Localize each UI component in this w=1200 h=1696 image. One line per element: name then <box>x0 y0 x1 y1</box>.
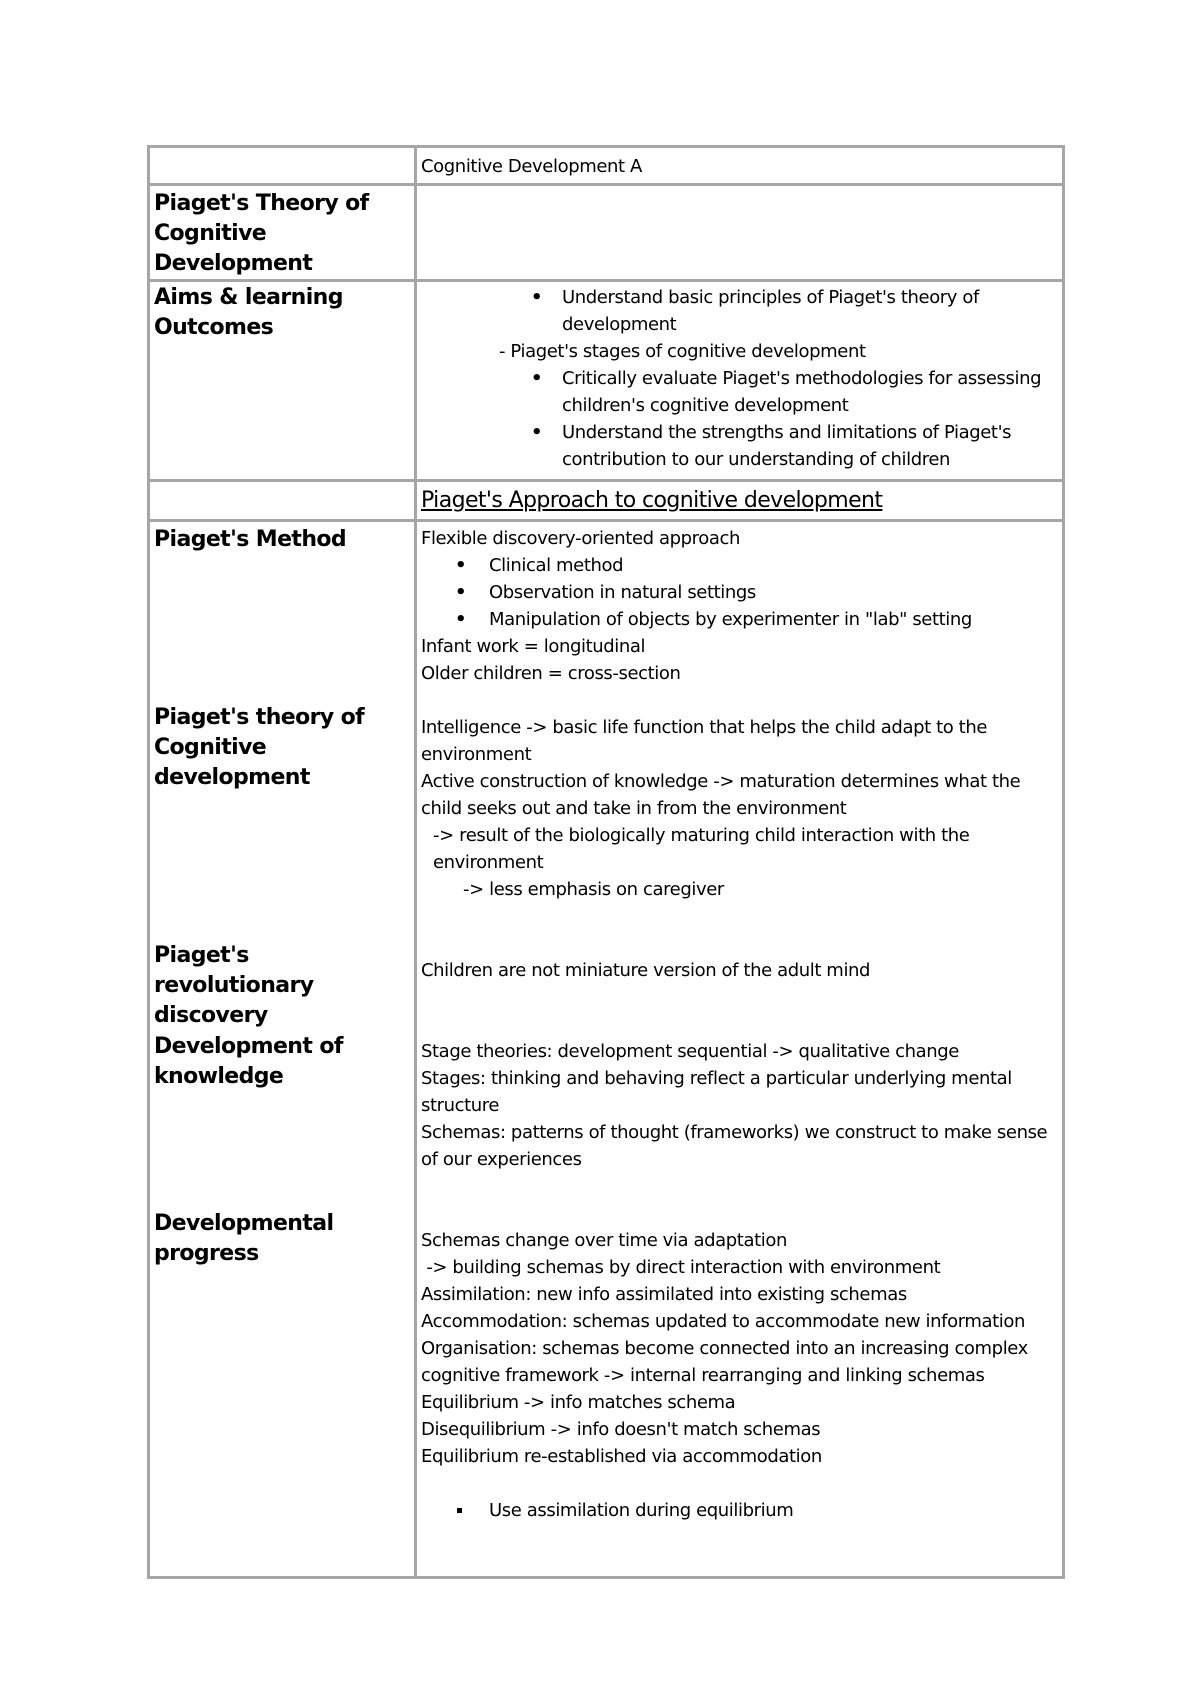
aims-cell <box>416 281 1064 481</box>
text-line: Active construction of knowledge -> maturation determines what the child seeks out and take in from the environment <box>421 771 1021 819</box>
label-cell <box>149 281 416 481</box>
heading-cell <box>416 481 1064 521</box>
list-item: • Observation in natural settings <box>417 579 1062 606</box>
section-heading: Piaget's Approach to cognitive development <box>421 488 883 513</box>
knowledge-label: Development of knowledge <box>154 1034 343 1089</box>
text-line: -> result of the biologically maturing child interaction with the environment <box>433 825 970 873</box>
text-line: Intelligence -> basic life function that helps the child adapt to the environment <box>421 717 988 765</box>
text-line: Assimilation: new info assimilated into existing schemas <box>421 1284 907 1305</box>
text-line: -> building schemas by direct interaction with environment <box>421 1257 941 1278</box>
empty-cell <box>416 185 1064 281</box>
theory-label: Piaget's Theory of Cognitive Development <box>154 191 369 276</box>
list-item: Use assimilation during equilibrium <box>417 1497 1062 1524</box>
text-line: Equilibrium re-established via accommodation <box>421 1446 822 1467</box>
label-cell <box>149 521 416 1578</box>
text-line: Stages: thinking and behaving reflect a particular underlying mental structure <box>421 1068 1012 1116</box>
text-line: Accommodation: schemas updated to accommodate new information <box>421 1311 1026 1332</box>
list-item: • Clinical method <box>417 552 1062 579</box>
content-cell <box>416 521 1064 1578</box>
table-row <box>149 185 1064 281</box>
aims-item: • Critically evaluate Piaget's methodologies for assessing children's cognitive development <box>417 365 1062 419</box>
text-line: Disequilibrium -> info doesn't match schemas <box>421 1419 821 1440</box>
text-line: Organisation: schemas become connected into an increasing complex cognitive framework -> internal rearranging and linking schemas <box>421 1338 1028 1386</box>
header-cell <box>416 147 1064 185</box>
text-line: Stage theories: development sequential -> qualitative change <box>421 1041 959 1062</box>
table-row <box>149 521 1064 1578</box>
theory-of-development-label: Piaget's theory of Cognitive development <box>154 705 365 790</box>
document-title: Cognitive Development A <box>421 156 642 177</box>
aims-item: • Understand basic principles of Piaget's theory of development <box>417 282 1062 338</box>
text-line: Schemas change over time via adaptation <box>421 1230 787 1251</box>
progress-label: Developmental progress <box>154 1211 334 1266</box>
table-row <box>149 281 1064 481</box>
notes-table <box>147 145 1065 1579</box>
empty-cell <box>149 481 416 521</box>
aims-label: Aims & learning Outcomes <box>154 285 343 340</box>
text-line: Infant work = longitudinal <box>421 636 646 657</box>
aims-subitem: - Piaget's stages of cognitive development <box>499 341 866 362</box>
table-row <box>149 147 1064 185</box>
method-intro: Flexible discovery-oriented approach <box>421 528 741 549</box>
text-line: Children are not miniature version of the adult mind <box>421 960 871 981</box>
empty-cell <box>149 147 416 185</box>
method-label: Piaget's Method <box>154 527 347 552</box>
text-line: Schemas: patterns of thought (frameworks) we construct to make sense of our experiences <box>421 1122 1048 1170</box>
list-item: • Manipulation of objects by experimenter in "lab" setting <box>417 606 1062 633</box>
text-line: Older children = cross-section <box>421 663 681 684</box>
text-line: -> less emphasis on caregiver <box>463 879 724 900</box>
revolutionary-label: Piaget's revolutionary discovery <box>154 943 314 1028</box>
label-cell <box>149 185 416 281</box>
table-row <box>149 481 1064 521</box>
aims-item: • Understand the strengths and limitations of Piaget's contribution to our understanding of children <box>417 419 1062 473</box>
text-line: Equilibrium -> info matches schema <box>421 1392 736 1413</box>
